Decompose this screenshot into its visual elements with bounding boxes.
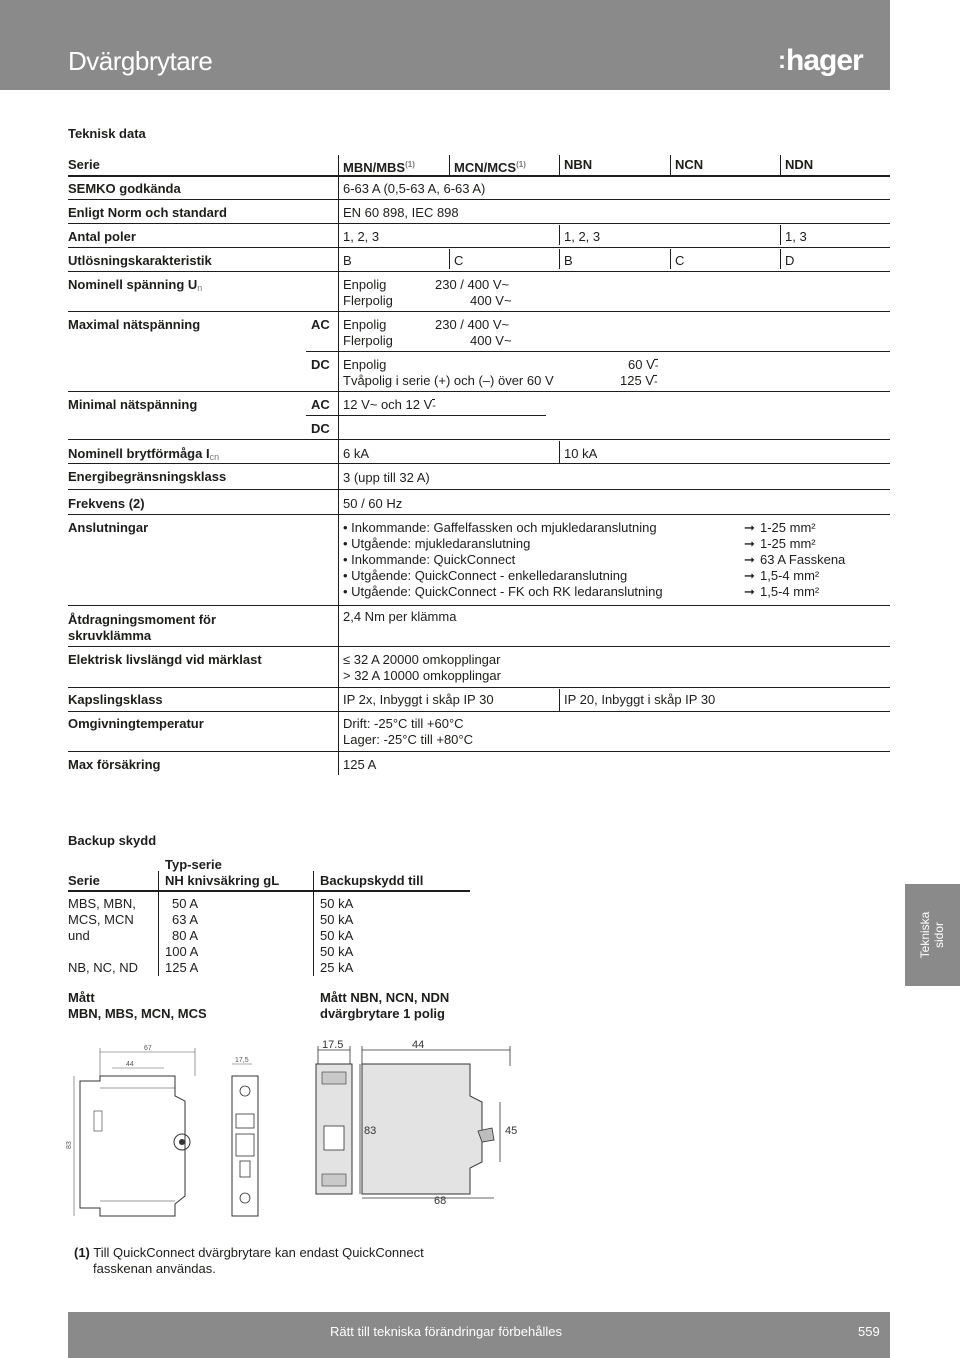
freq-value: 50 / 60 Hz — [343, 496, 403, 511]
breaking-mbn: 6 kA — [343, 446, 370, 461]
poles-mbn: 1, 2, 3 — [343, 229, 380, 244]
breaking-nbn: 10 kA — [564, 446, 598, 461]
conn-item-value: ➞ 1-25 mm² — [744, 536, 816, 551]
poles-label: Antal poler — [68, 229, 136, 244]
mv-flerpolig-value: 400 V~ — [470, 333, 512, 348]
arrow-right-icon: ➞ — [744, 552, 755, 567]
backup-col-divider — [313, 871, 314, 976]
arrow-right-icon: ➞ — [744, 584, 755, 599]
col-divider — [559, 155, 560, 175]
dim-label-17-5: 17,5 — [235, 1057, 249, 1064]
conn-item-text: • Utgående: mjukledaranslutning — [343, 536, 531, 551]
dimension-drawing-right — [310, 1036, 535, 1216]
backup-row-serie: MCS, MCN — [68, 912, 134, 927]
conn-item-value: ➞ 1-25 mm² — [744, 520, 816, 535]
dim-right-title-2: dvärgbrytare 1 polig — [320, 1006, 445, 1021]
mv-dc-enpolig-label: Enpolig — [343, 357, 387, 372]
row-rule — [68, 463, 890, 464]
page-title: Dvärgbrytare — [68, 46, 213, 76]
row-rule — [68, 605, 890, 606]
max-voltage-label: Maximal nätspänning — [68, 317, 201, 332]
backup-row-nh: 100 A — [165, 944, 199, 959]
semko-label: SEMKO godkända — [68, 181, 181, 196]
backup-row-serie: NB, NC, ND — [68, 960, 139, 975]
row-rule — [306, 415, 546, 416]
col-ncn-header: NCN — [675, 157, 704, 172]
energy-value: 3 (upp till 32 A) — [343, 470, 430, 485]
mv-flerpolig-label: Flerpolig — [343, 333, 393, 348]
col-divider — [559, 689, 560, 711]
row-rule — [68, 271, 890, 272]
arrow-right-icon: ➞ — [744, 568, 755, 583]
torque-label-1: Åtdragningsmoment för — [68, 612, 217, 627]
ip-label: Kapslingsklass — [68, 692, 163, 707]
brand-logo-text: hager — [786, 44, 863, 77]
fuse-value: 125 A — [343, 757, 377, 772]
footnote-line-1: (1) Till QuickConnect dvärgbrytare kan endast QuickConnect — [74, 1245, 424, 1260]
conn-item-text: • Inkommande: QuickConnect — [343, 552, 516, 567]
col-ndn-header: NDN — [785, 157, 814, 172]
trip-nbn: B — [564, 253, 573, 268]
nv-enpolig-label: Enpolig — [343, 277, 387, 292]
row-rule — [68, 391, 890, 392]
col-divider — [559, 441, 560, 463]
backup-row-backup: 25 kA — [320, 960, 354, 975]
arrow-right-icon: ➞ — [744, 520, 755, 535]
col-mcn-header: MCN/MCS$^{(1)}$ — [454, 160, 526, 175]
arrow-right-icon: ➞ — [744, 536, 755, 551]
temp-label: Omgivningtemperatur — [68, 716, 204, 731]
temp-value-1: Drift: -25°C till +60°C — [343, 716, 464, 731]
side-tab-tekniska-sidor[interactable] — [905, 884, 960, 986]
min-voltage-ac: AC — [311, 397, 330, 412]
nv-enpolig-value: 230 / 400 V~ — [435, 277, 510, 292]
row-rule — [68, 751, 890, 752]
col-mbn-header: MBN/MBS$^{(1)}$ — [343, 160, 415, 175]
max-voltage-ac: AC — [311, 317, 330, 332]
norm-label: Enligt Norm och standard — [68, 205, 227, 220]
mv-enpolig-label: Enpolig — [343, 317, 387, 332]
dim-label-45: 45 — [505, 1125, 518, 1137]
poles-nbn: 1, 2, 3 — [564, 229, 601, 244]
page-number: 559 — [858, 1324, 880, 1339]
dim-label-17-5: 17.5 — [322, 1039, 344, 1051]
dim-label-68: 68 — [434, 1195, 447, 1207]
col-divider — [559, 249, 560, 269]
life-value-2: > 32 A 10000 omkopplingar — [343, 668, 501, 683]
backup-row-nh: 80 A — [172, 928, 199, 943]
fuse-label: Max försäkring — [68, 757, 161, 772]
row-rule — [68, 687, 890, 688]
col-divider — [449, 155, 450, 175]
min-voltage-dc: DC — [311, 421, 330, 436]
row-rule — [68, 439, 890, 440]
col-divider — [670, 155, 671, 175]
energy-label: Energibegränsningsklass — [68, 469, 227, 484]
min-voltage-label: Minimal nätspänning — [68, 397, 198, 412]
conn-item-value: ➞ 1,5-4 mm² — [744, 584, 820, 599]
row-rule — [68, 199, 890, 200]
backup-header-rule — [68, 890, 470, 892]
conn-label: Anslutningar — [68, 520, 149, 535]
page-header — [0, 0, 890, 90]
poles-ndn: 1, 3 — [785, 229, 807, 244]
backup-row-nh: 63 A — [172, 912, 199, 927]
mv-dc-60-value: 60 V- — [628, 357, 659, 372]
backup-row-nh: 50 A — [172, 896, 199, 911]
dim-label-83: 83 — [364, 1125, 377, 1137]
max-voltage-dc: DC — [311, 357, 330, 372]
torque-value: 2,4 Nm per klämma — [343, 609, 457, 624]
row-rule — [68, 223, 890, 224]
ip-nbn: IP 20, Inbyggt i skåp IP 30 — [564, 692, 716, 707]
torque-label-2: skruvklämma — [68, 628, 152, 643]
row-rule — [68, 247, 890, 248]
backup-row-nh: 125 A — [165, 960, 199, 975]
min-voltage-value: 12 V~ och 12 V- — [343, 397, 436, 412]
mv-enpolig-value: 230 / 400 V~ — [435, 317, 510, 332]
row-rule — [306, 351, 890, 352]
backup-col-divider — [158, 871, 159, 976]
backup-col-serie: Serie — [68, 873, 100, 888]
col-divider — [449, 249, 450, 269]
mv-dc-tvapolig-label: Tvåpolig i serie (+) och (–) över 60 V — [343, 373, 554, 388]
backup-row-serie: und — [68, 928, 90, 943]
backup-row-backup: 50 kA — [320, 896, 354, 911]
side-tab-label: Tekniska sidor — [918, 911, 946, 959]
dim-label-44: 44 — [412, 1039, 425, 1051]
nv-flerpolig-value: 400 V~ — [470, 293, 512, 308]
dim-left-title-1: Mått — [68, 990, 95, 1005]
section-title: Teknisk data — [68, 126, 146, 141]
dim-label-83: 83 — [66, 1141, 73, 1149]
row-rule — [68, 489, 890, 490]
col-divider — [780, 155, 781, 175]
backup-title: Backup skydd — [68, 833, 157, 848]
backup-row-backup: 50 kA — [320, 912, 354, 927]
semko-value: 6-63 A (0,5-63 A, 6-63 A) — [343, 181, 486, 196]
row-rule — [68, 311, 890, 312]
trip-mcn: C — [454, 253, 464, 268]
dimension-drawing-left — [60, 1036, 275, 1226]
norm-value: EN 60 898, IEC 898 — [343, 205, 459, 220]
backup-row-backup: 50 kA — [320, 928, 354, 943]
brand-logo: :hager — [778, 44, 863, 77]
conn-item-value: ➞ 1,5-4 mm² — [744, 568, 820, 583]
conn-item-text: • Utgående: QuickConnect - enkelledaranslutning — [343, 568, 628, 583]
nominal-voltage-label: Nominell spänning $U_n$ — [68, 277, 203, 293]
dim-right-title-1: Mått NBN, NCN, NDN — [320, 990, 450, 1005]
life-value-1: ≤ 32 A 20000 omkopplingar — [343, 652, 501, 667]
conn-item-text: • Utgående: QuickConnect - FK och RK ledaranslutning — [343, 584, 663, 599]
life-label: Elektrisk livslängd vid märklast — [68, 652, 262, 667]
backup-row-serie: MBS, MBN, — [68, 896, 136, 911]
col-divider — [780, 225, 781, 245]
backup-col-nh: NH knivsäkring gL — [165, 873, 280, 888]
row-rule — [68, 711, 890, 712]
nv-flerpolig-label: Flerpolig — [343, 293, 393, 308]
conn-item-text: • Inkommande: Gaffelfassken och mjukledaranslutning — [343, 520, 657, 535]
row-rule — [68, 514, 890, 515]
dim-left-title-2: MBN, MBS, MCN, MCS — [68, 1006, 207, 1021]
temp-value-2: Lager: -25°C till +80°C — [343, 732, 473, 747]
table-header-rule — [68, 175, 890, 177]
trip-ncn: C — [675, 253, 685, 268]
page-footer — [68, 1312, 890, 1358]
col-divider — [559, 225, 560, 245]
col-divider — [780, 249, 781, 269]
col-divider — [670, 249, 671, 269]
breaking-label: Nominell brytförmåga $I_{cn}$ — [68, 446, 220, 462]
trip-mbn: B — [343, 253, 352, 268]
backup-col-backup: Backupskydd till — [320, 873, 424, 888]
dim-label-44: 44 — [126, 1061, 134, 1068]
col-serie-label: Serie — [68, 157, 100, 172]
footer-disclaimer: Rätt till tekniska förändringar förbehålles — [330, 1324, 562, 1339]
trip-ndn: D — [785, 253, 795, 268]
footnote-line-2: fasskenan användas. — [93, 1261, 216, 1276]
conn-item-value: ➞ 63 A Fasskena — [744, 552, 846, 567]
backup-typ-serie: Typ-serie — [165, 857, 222, 872]
ip-mbn: IP 2x, Inbyggt i skåp IP 30 — [343, 692, 494, 707]
trip-label: Utlösningskarakteristik — [68, 253, 212, 268]
dim-label-67: 67 — [144, 1045, 152, 1052]
mv-dc-125-value: 125 V- — [620, 373, 658, 388]
table-value-divider — [338, 155, 339, 775]
freq-label: Frekvens (2) — [68, 496, 145, 511]
row-rule — [68, 646, 890, 647]
col-nbn-header: NBN — [564, 157, 593, 172]
backup-row-backup: 50 kA — [320, 944, 354, 959]
